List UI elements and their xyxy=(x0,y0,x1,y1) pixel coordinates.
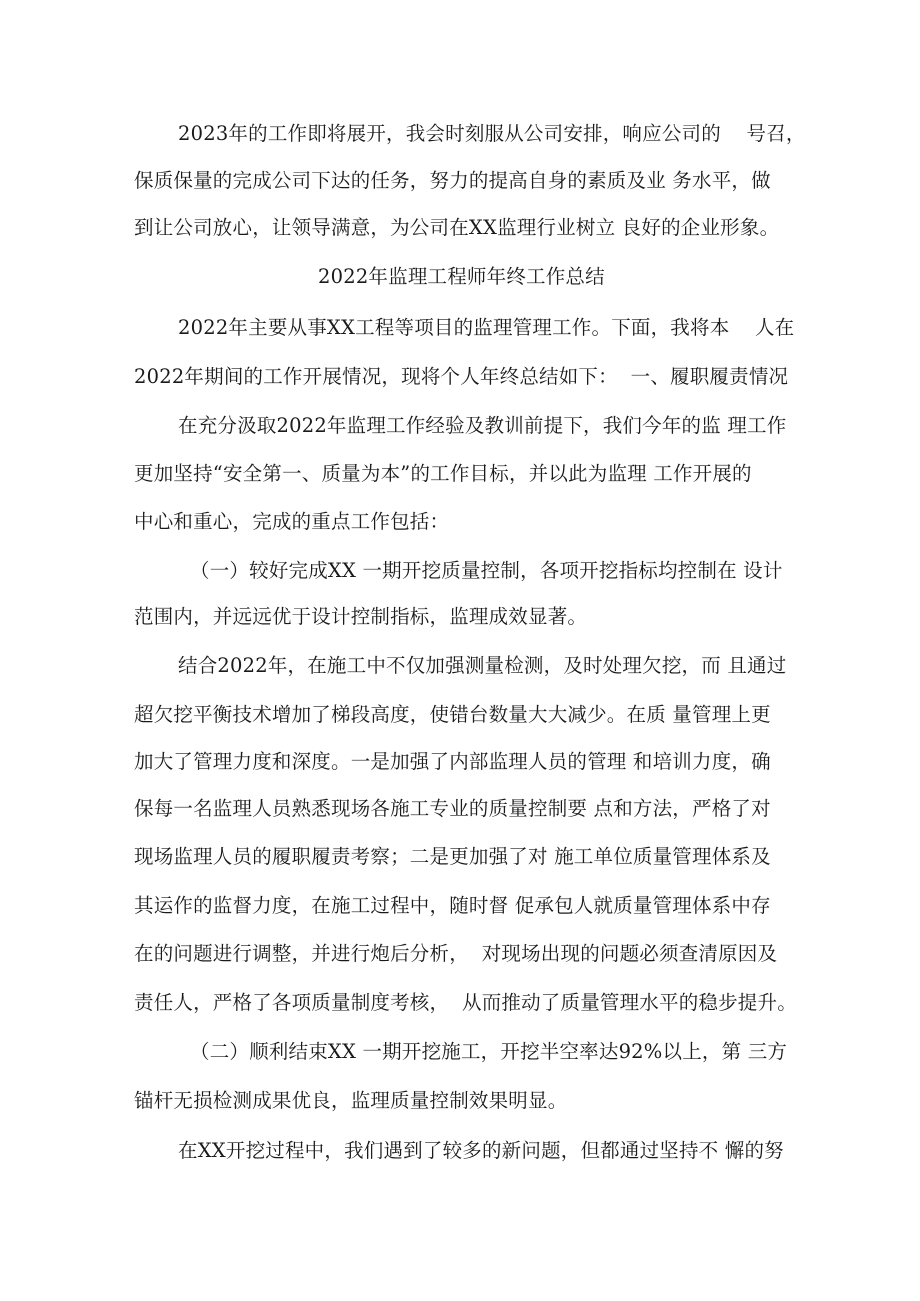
paragraph-line: 责任人，严格了各项质量制度考核， 从而推动了质量管理水平的稳步提升。 xyxy=(134,991,797,1014)
paragraph-line: 其运作的监督力度，在施工过程中，随时督 促承包人就质量管理体系中存 xyxy=(134,894,771,917)
paragraph-line: 2022年期间的工作开展情况，现将个人年终总结如下： 一、履职履责情况 xyxy=(134,365,789,388)
paragraph-line: 中心和重心，完成的重点工作包括： xyxy=(134,510,450,533)
paragraph-line: 在XX开挖过程中，我们遇到了较多的新问题，但都通过坚持不 懈的努 xyxy=(178,1139,784,1162)
section-title: 2022年监理工程师年终工作总结 xyxy=(318,265,605,288)
paragraph-line: 范围内，并远远优于设计控制指标，监理成效显著。 xyxy=(134,605,588,628)
paragraph-line: 2023年的工作即将展开，我会时刻服从公司安排，响应公司的 号召， xyxy=(178,122,806,145)
paragraph-line: 现场监理人员的履职履责考察；二是更加强了对 施工单位质量管理体系及 xyxy=(134,845,771,868)
paragraph-line: 到让公司放心，让领导满意，为公司在XX监理行业树立 良好的企业形象。 xyxy=(134,216,780,239)
paragraph-line: 结合2022年，在施工中不仅加强测量检测，及时处理欠挖，而 且通过 xyxy=(178,654,787,677)
paragraph-line: 保每一名监理人员熟悉现场各施工专业的质量控制要 点和方法，严格了对 xyxy=(134,797,771,820)
paragraph-line: 保质保量的完成公司下达的任务，努力的提高自身的素质及业 务水平，做 xyxy=(134,169,771,192)
paragraph-line: 更加坚持“安全第一、质量为本”的工作目标，并以此为监理 工作开展的 xyxy=(134,462,752,485)
paragraph-line: 在的问题进行调整，并进行炮后分析， 对现场出现的问题必须查清原因及 xyxy=(134,942,778,965)
paragraph-line: （二）顺利结束XX 一期开挖施工，开挖半空率达92%以上，第 三方 xyxy=(190,1040,788,1063)
paragraph-line: 锚杆无损检测成果优良，监理质量控制效果明显。 xyxy=(134,1089,568,1112)
paragraph-line: 2022年主要从事XX工程等项目的监理管理工作。下面，我将本 人在 xyxy=(178,316,795,339)
paragraph-line: 加大了管理力度和深度。一是加强了内部监理人员的管理 和培训力度，确 xyxy=(134,750,771,773)
paragraph-line: 超欠挖平衡技术增加了梯段高度，使错台数量大大减少。在质 量管理上更 xyxy=(134,703,771,726)
paragraph-line: （一）较好完成XX 一期开挖质量控制，各项开挖指标均控制在 设计 xyxy=(190,559,783,582)
paragraph-line: 在充分汲取2022年监理工作经验及教训前提下，我们今年的监 理工作 xyxy=(178,414,787,437)
